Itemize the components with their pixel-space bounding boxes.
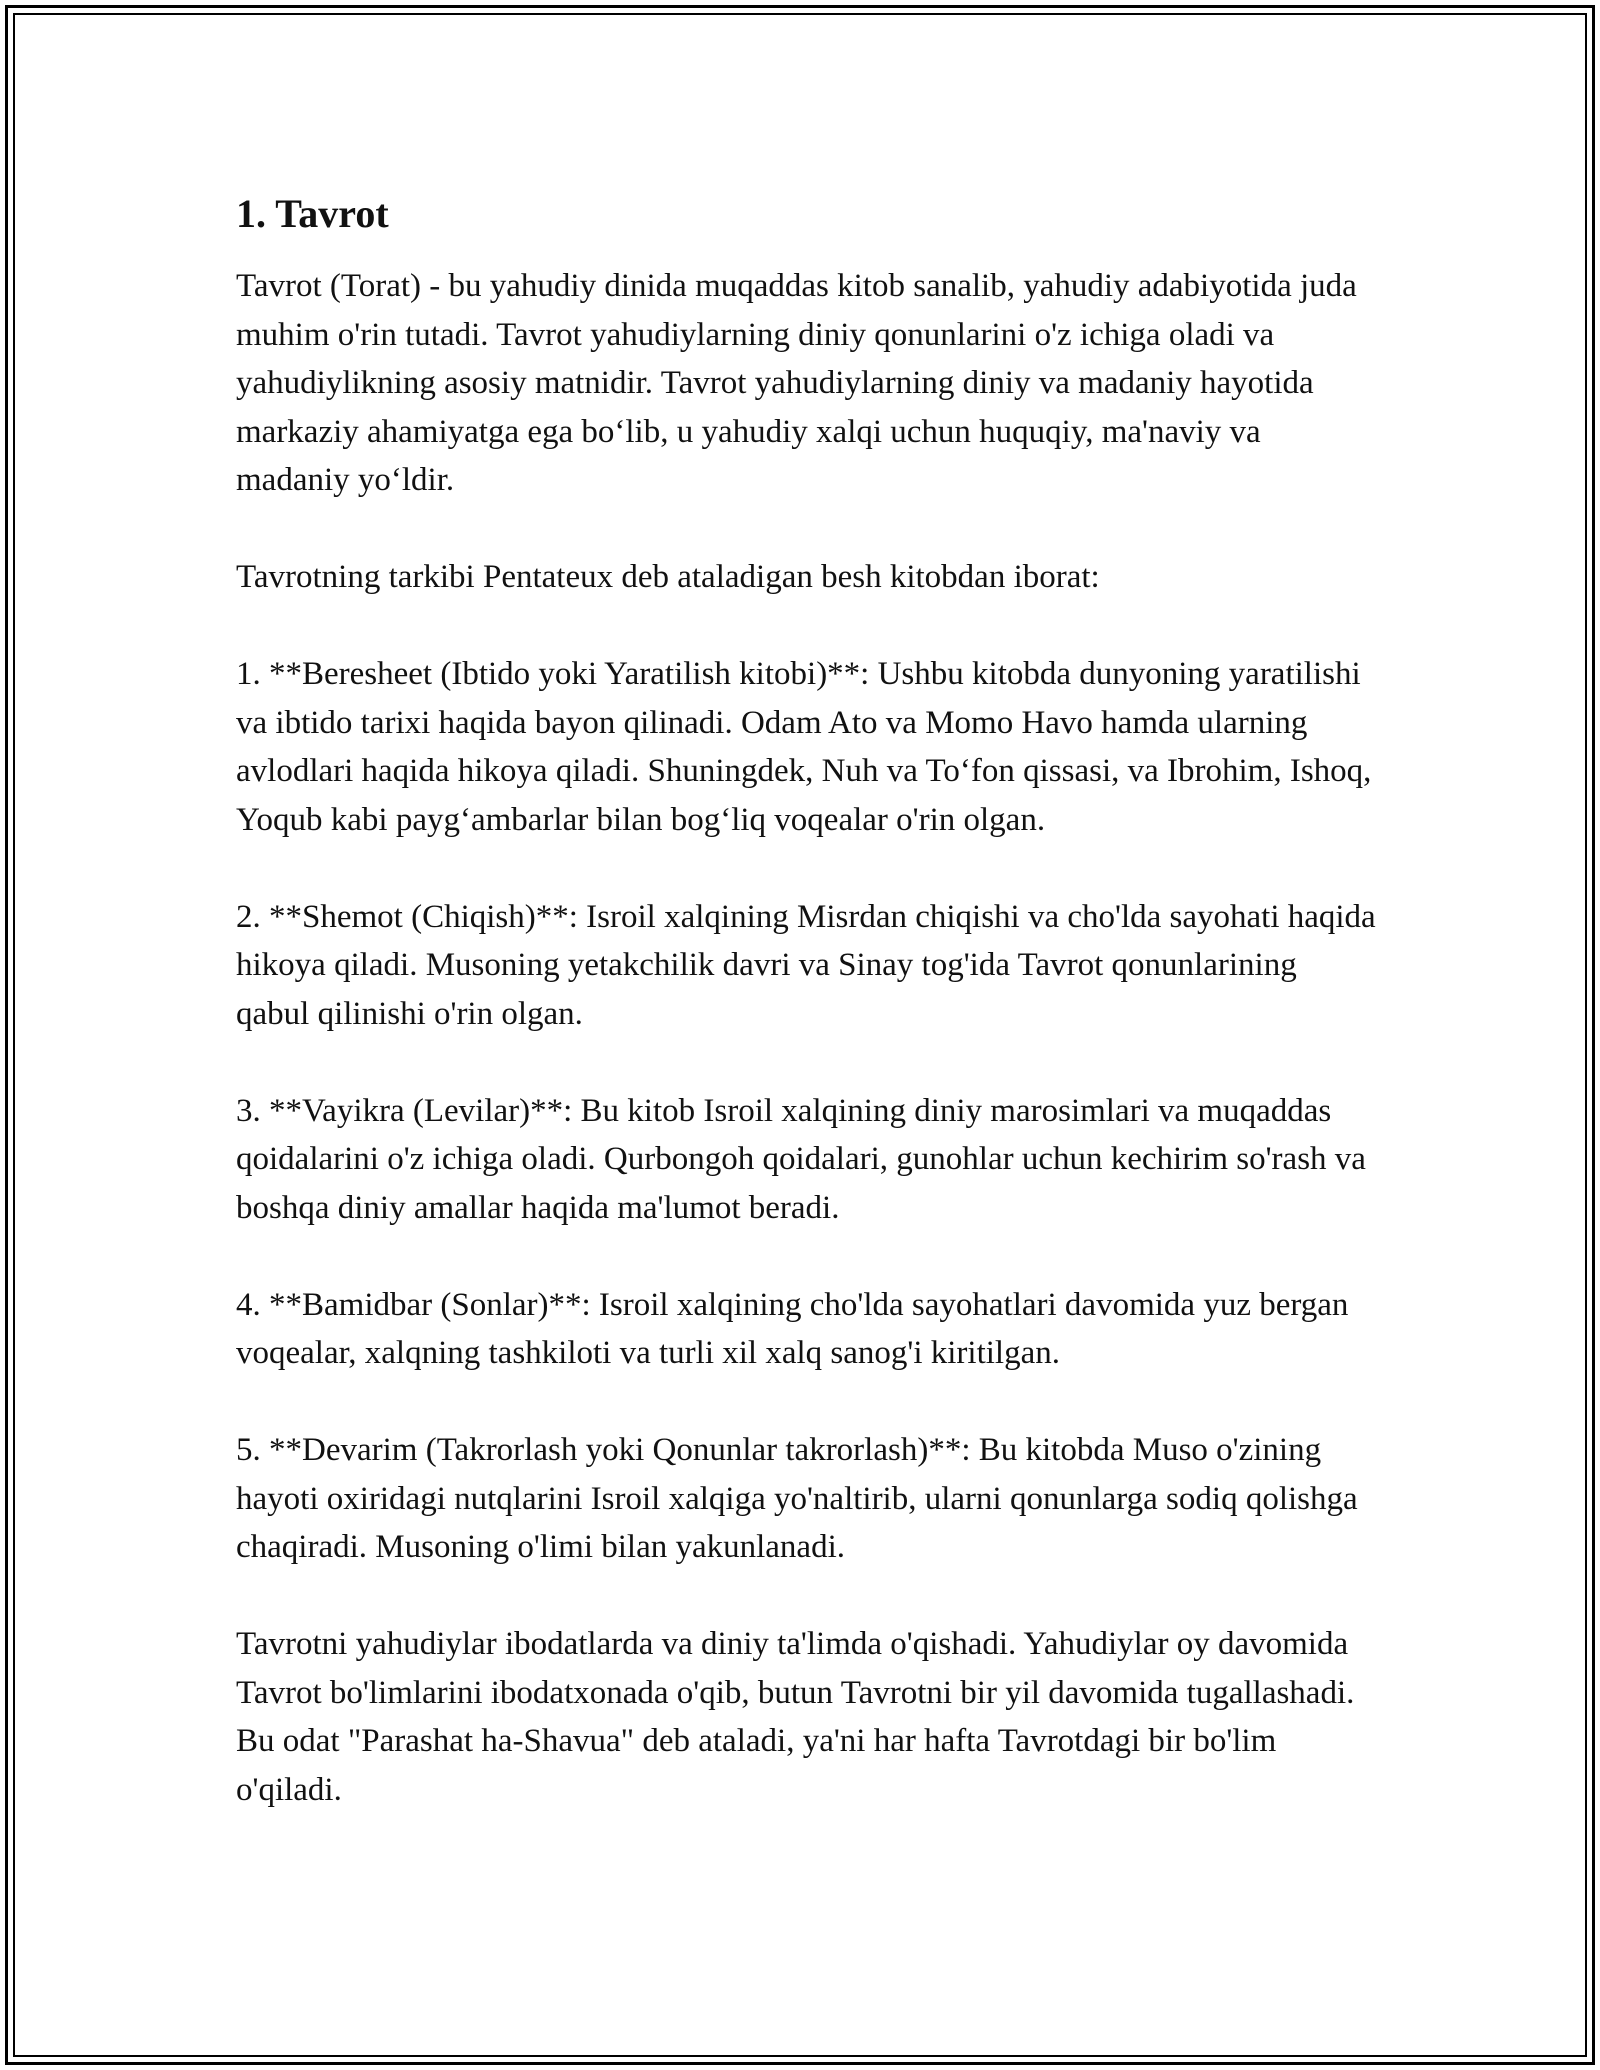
intro-paragraph: Tavrot (Torat) - bu yahudiy dinida muqaddas kitob sanalib, yahudiy adabiyotida juda muhim o'rin tutadi. Tavrot yahudiylarning diniy qonunlarini o'z ichiga oladi va yahudiylikning asosiy matnidir. Tavrot yahudiylarning diniy va madaniy hayotida markaziy ahamiyatga ega bo‘lib, u yahudiy xalqi uchun huquqiy, ma'naviy va madaniy yo‘ldir.	[236, 268, 1357, 498]
book-item-beresheet: 1. **Beresheet (Ibtido yoki Yaratilish kitobi)**: Ushbu kitobda dunyoning yaratilishi va ibtido tarixi haqida bayon qilinadi. Odam Ato va Momo Havo hamda ularning avlodlari haqida hikoya qiladi. Shuningdek, Nuh va To‘fon qissasi, va Ibrohim, Ishoq, Yoqub kabi payg‘ambarlar bilan bog‘liq voqealar o'rin olgan.	[236, 656, 1372, 838]
document-body	[236, 186, 1376, 1863]
closing-paragraph: Tavrotni yahudiylar ibodatlarda va diniy ta'limda o'qishadi. Yahudiylar oy davomida Tavrot bo'limlarini ibodatxonada o'qib, butun Tavrotni bir yil davomida tugallashadi. Bu odat "Parashat ha-Shavua" deb ataladi, ya'ni har hafta Tavrotdagi bir bo'lim o'qiladi.	[236, 1626, 1355, 1808]
book-item-shemot: 2. **Shemot (Chiqish)**: Isroil xalqining Misrdan chiqishi va cho'lda sayohati haqida hikoya qiladi. Musoning yetakchilik davri va Sinay tog'ida Tavrot qonunlarining qabul qilinishi o'rin olgan.	[236, 898, 1376, 1032]
book-item-bamidbar: 4. **Bamidbar (Sonlar)**: Isroil xalqining cho'lda sayohatlari davomida yuz bergan voqealar, xalqning tashkiloti va turli xil xalq sanog'i kiritilgan.	[236, 1286, 1349, 1371]
book-item-vayikra: 3. **Vayikra (Levilar)**: Bu kitob Isroil xalqining diniy marosimlari va muqaddas qoidalarini o'z ichiga oladi. Qurbongoh qoidalari, gunohlar uchun kechirim so'rash va boshqa diniy amallar haqida ma'lumot beradi.	[236, 1092, 1366, 1226]
section-heading: 1. Tavrot	[236, 191, 389, 236]
composition-paragraph: Tavrotning tarkibi Pentateux deb ataladigan besh kitobdan iborat:	[236, 559, 1100, 595]
book-item-devarim: 5. **Devarim (Takrorlash yoki Qonunlar takrorlash)**: Bu kitobda Muso o'zining hayoti oxiridagi nutqlarini Isroil xalqiga yo'naltirib, ularni qonunlarga sodiq qolishga chaqiradi. Musoning o'limi bilan yakunlanadi.	[236, 1432, 1358, 1565]
